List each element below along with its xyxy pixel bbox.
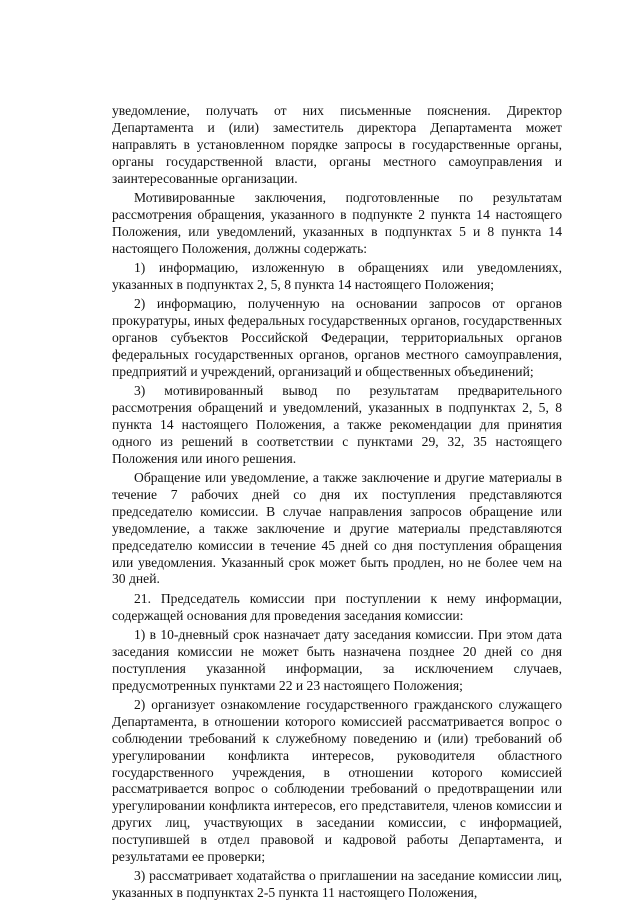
document-body bbox=[112, 103, 562, 905]
paragraph-continuation: уведомление, получать от них письменные пояснения. Директор Департамента и (или) заместитель директора Департамента может направлять в установленном порядке запросы в государственные органы, органы государственной власти, органы местного самоуправления и заинтересованные организации. bbox=[112, 103, 562, 186]
list-item-3: 3) мотивированный вывод по результатам предварительного рассмотрения обращений и уведомлений, указанных в подпунктах 2, 5, 8 пункта 14 настоящего Положения, а также рекомендации для принятия одного из решений в соответствии с пунктами 29, 32, 35 настоящего Положения или иного решения. bbox=[112, 383, 562, 466]
clause-21-item-1: 1) в 10-дневный срок назначает дату заседания комиссии. При этом дата заседания комиссии не может быть назначена позднее 20 дней со дня поступления указанной информации, за исключением случаев, предусмотренных пунктами 22 и 23 настоящего Положения; bbox=[112, 626, 562, 693]
list-item-2: 2) информацию, полученную на основании запросов от органов прокуратуры, иных федеральных государственных органов, государственных органов субъектов Российской Федерации, территориальных органов федеральных государственных органов, органов местного самоуправления, предприятий и учреждений, организаций и общественных объединений; bbox=[112, 296, 562, 379]
paragraph-deadlines: Обращение или уведомление, а также заключение и другие материалы в течение 7 рабочих дней со дня их поступления представляются председателю комиссии. В случае направления запросов обращение или уведомление, а также заключение и другие материалы представляются председателю комиссии в течение 45 дней со дня поступления обращения или уведомления. Указанный срок может быть продлен, но не более чем на 30 дней. bbox=[112, 469, 562, 587]
clause-21: 21. Председатель комиссии при поступлении к нему информации, содержащей основания для проведения заседания комиссии: bbox=[112, 590, 562, 623]
clause-21-item-2: 2) организует ознакомление государственного гражданского служащего Департамента, в отношении которого комиссией рассматривается вопрос о соблюдении требований к служебному поведению и (или) требований об урегулировании конфликта интересов, руководителя областного государственного учреждения, в отношении которого комиссией рассматривается вопрос о соблюдении требований о предотвращении или урегулировании конфликта интересов, его представителя, членов комиссии и других лиц, участвующих в заседании комиссии, с информацией, поступившей в отдел правовой и кадровой работы Департамента, и результатами ее проверки; bbox=[112, 696, 562, 865]
paragraph-motivated-conclusions: Мотивированные заключения, подготовленные по результатам рассмотрения обращения, указанного в подпункте 2 пункта 14 настоящего Положения, или уведомлений, указанных в подпунктах 5 и 8 пункта 14 настоящего Положения, должны содержать: bbox=[112, 189, 562, 256]
list-item-1: 1) информацию, изложенную в обращениях или уведомлениях, указанных в подпунктах 2, 5, 8 пункта 14 настоящего Положения; bbox=[112, 259, 562, 292]
clause-21-item-3: 3) рассматривает ходатайства о приглашении на заседание комиссии лиц, указанных в подпунктах 2-5 пункта 11 настоящего Положения, bbox=[112, 868, 562, 901]
